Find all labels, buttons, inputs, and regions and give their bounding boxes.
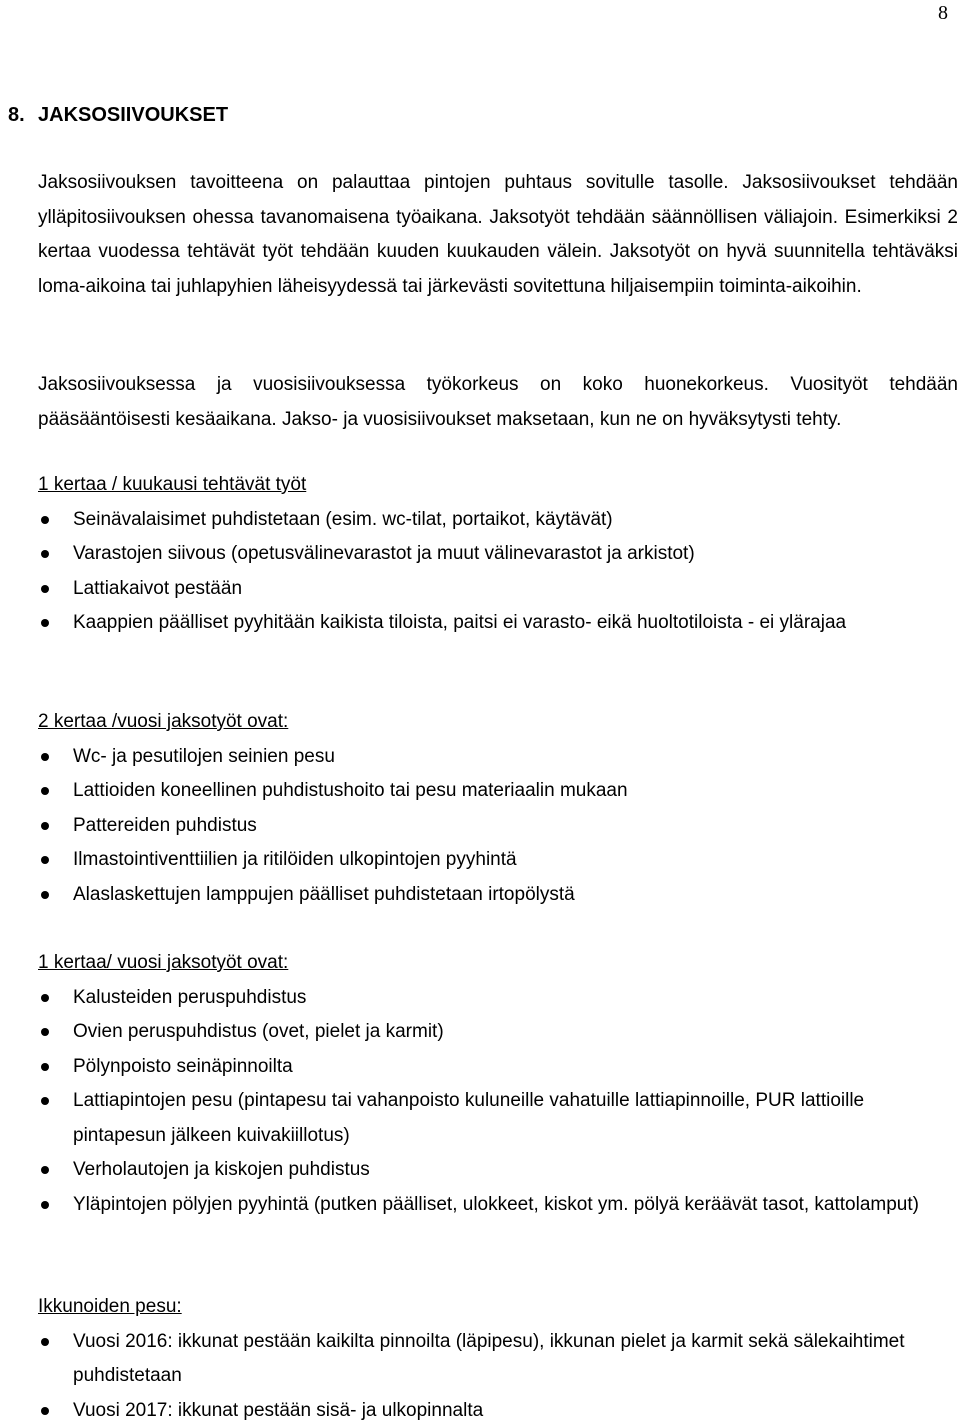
- twice-yearly-list: [38, 740, 958, 913]
- list-item: Wc- ja pesutilojen seinien pesu: [38, 740, 958, 775]
- list-item: Varastojen siivous (opetusvälinevarastot ja muut välinevarastot ja arkistot): [38, 537, 958, 572]
- page-number: 8: [938, 2, 948, 25]
- list-item: Ilmastointiventtiilien ja ritilöiden ulkopintojen pyyhintä: [38, 843, 958, 878]
- list-item: Alaslaskettujen lamppujen päälliset puhdistetaan irtopölystä: [38, 878, 958, 913]
- list-item: Kalusteiden peruspuhdistus: [38, 981, 958, 1016]
- list-item: Verholautojen ja kiskojen puhdistus: [38, 1153, 958, 1188]
- window-washing-section-title: Ikkunoiden pesu:: [38, 1290, 958, 1325]
- list-item: Seinävalaisimet puhdistetaan (esim. wc-tilat, portaikot, käytävät): [38, 503, 958, 538]
- list-item: Pölynpoisto seinäpinnoilta: [38, 1050, 958, 1085]
- list-item: Vuosi 2017: ikkunat pestään sisä- ja ulkopinnalta: [38, 1394, 958, 1428]
- list-item: Lattioiden koneellinen puhdistushoito tai pesu materiaalin mukaan: [38, 774, 958, 809]
- list-item: Lattiapintojen pesu (pintapesu tai vahanpoisto kuluneille vahatuille lattiapinnoille, PUR lattioille pintapesun jälkeen kuivakiillotus): [38, 1084, 958, 1153]
- list-item: Pattereiden puhdistus: [38, 809, 958, 844]
- list-item: Ovien peruspuhdistus (ovet, pielet ja karmit): [38, 1015, 958, 1050]
- twice-yearly-section: [38, 705, 958, 912]
- list-item: Yläpintojen pölyjen pyyhintä (putken päälliset, ulokkeet, kiskot ym. pölyä keräävät tasot, kattolamput): [38, 1188, 958, 1223]
- twice-yearly-section-title: 2 kertaa /vuosi jaksotyöt ovat:: [38, 705, 958, 740]
- intro-paragraph: Jaksosiivouksen tavoitteena on palauttaa pintojen puhtaus sovitulle tasolle. Jaksosiivoukset tehdään ylläpitosiivouksen ohessa tavanomaisena työaikana. Jaksotyöt tehdään säännöllisen väliajoin. Esimerkiksi 2 kertaa vuodessa tehtävät työt tehdään kuuden kuukauden välein. Jaksotyöt on hyvä suunnitella tehtäväksi loma-aikoina tai juhlapyhien läheisyydessä tai järkevästi sovitettuna hiljaisempiin toiminta-aikoihin.: [38, 166, 958, 304]
- monthly-list: [38, 503, 958, 641]
- heading-title: JAKSOSIIVOUKSET: [38, 104, 228, 126]
- list-item: Kaappien päälliset pyyhitään kaikista tiloista, paitsi ei varasto- eikä huoltotiloista - ei ylärajaa: [38, 606, 958, 641]
- window-washing-list: [38, 1325, 958, 1428]
- height-paragraph: Jaksosiivouksessa ja vuosisiivouksessa työkorkeus on koko huonekorkeus. Vuosityöt tehdään pääsääntöisesti kesäaikana. Jakso- ja vuosisiivoukset maksetaan, kun ne on hyväksytysti tehty.: [38, 368, 958, 437]
- window-washing-section: [38, 1290, 958, 1428]
- yearly-section-title: 1 kertaa/ vuosi jaksotyöt ovat:: [38, 946, 958, 981]
- yearly-section: [38, 946, 958, 1222]
- yearly-list: [38, 981, 958, 1223]
- section-heading: [38, 98, 228, 132]
- list-item: Lattiakaivot pestään: [38, 572, 958, 607]
- heading-number: 8.: [0, 98, 38, 132]
- monthly-section: [38, 468, 958, 641]
- list-item: Vuosi 2016: ikkunat pestään kaikilta pinnoilta (läpipesu), ikkunan pielet ja karmit sekä sälekaihtimet puhdistetaan: [38, 1325, 958, 1394]
- monthly-section-title: 1 kertaa / kuukausi tehtävät työt: [38, 468, 958, 503]
